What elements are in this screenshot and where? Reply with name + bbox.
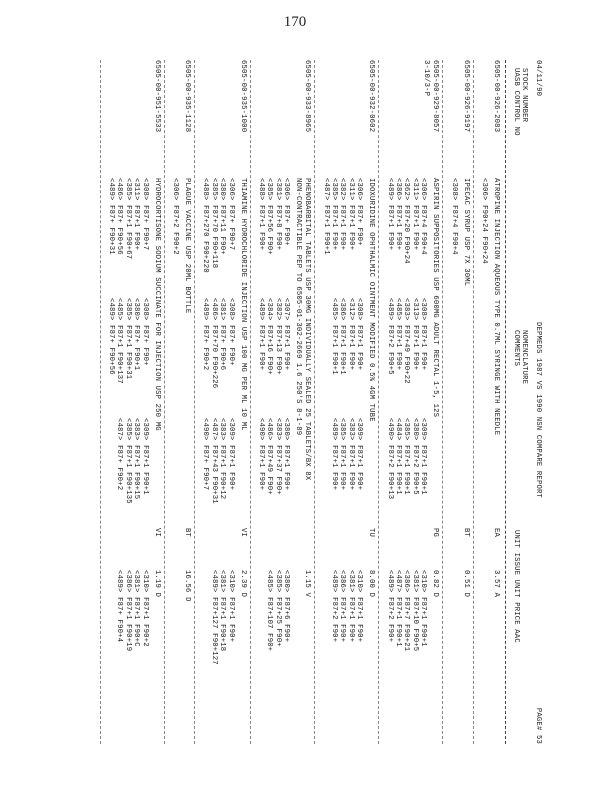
entry-separator [442,60,443,744]
quantity-line: <384> F87+16 F90+ [265,298,274,375]
unit-of-issue: VI [238,528,247,538]
quantity-line: <486> F87+49 F90+ [265,418,274,495]
quantity-line: <488> F87+1 F90+ [256,178,265,251]
unit-of-issue: BT [183,528,191,538]
quantity-line: <380> F87+2 F90+5 [410,418,419,495]
quantity-columns [321,178,363,538]
column-header-unit: UNIT ISSUE UNIT PRICE AAC [512,530,520,643]
unit-price: 16.56 D [183,570,191,602]
quantity-line: <490> F87+2 F90+13 [385,418,394,500]
quantity-line: <309> F87+1 F90+1 [140,418,149,495]
quantity-line: <309> F87+1 F90+ [355,418,364,491]
quantity-line: <485> F87+1 F90+137 [115,298,124,384]
quantity-line: <306> F87+4 F90+4 [419,178,428,255]
report-title: DEPMEDS 1987 VS 1990 NSN COMPARE REPORT [534,321,542,498]
quantity-line: <485> F87+107 F90+ [265,570,274,652]
quantity-line: <310> F87+1 F90+1 [419,570,428,647]
entry-separator [194,60,195,744]
unit-of-issue: VI [152,528,161,538]
quantity-line: <308> F87+ F90+ [140,298,149,366]
quantity-line: <385> F87+1 F90+31 [123,298,132,380]
quantity-column [449,298,457,418]
quantity-line: <385> F87+1 F90+1 [402,418,411,495]
quantity-line: <386> F87+7 F90+21 [402,570,411,652]
quantity-line: <489> F87+1 F90+ [329,418,338,491]
unit-price: 3.57 A [492,570,500,598]
entry-separator [100,60,101,744]
unit-price: 1.19 D [152,570,161,598]
quantity-line: <383> F87+37 F90+ [273,418,282,495]
stock-number: 6505-00-935-1000 [238,60,247,133]
quantity-line: <485> F87+1 F90+1 [329,298,338,375]
quantity-line: <311> F87+1 F90+ [346,178,355,251]
unit-of-issue: BT [461,528,470,538]
nomenclature: PHENOBARBITAL TABLETS USP 30MG INDIVIDUALLY SEALED 25 TABLETS/BX 8X [303,178,312,481]
quantity-line: <487> F87+43 F90+31 [209,418,218,504]
quantity-column [257,298,291,418]
entry-separator [378,60,379,744]
quantity-column [480,298,488,418]
unit-price: 8.00 D [367,570,376,598]
quantity-line: <381> F87+1 F90+ [346,570,355,643]
quantity-line: <381> F87+8 F90+ [273,178,282,251]
quantity-line: <380> F87+1 F90+ [282,418,291,491]
quantity-line: <310> F87+1 F90+ [355,570,364,643]
quantity-line: <381> F87+1 F90+18 [218,570,227,652]
quantity-line: <310> F87+1 F90+2 [140,570,149,647]
column-header-stock: STOCK NUMBER [520,68,528,123]
quantity-column [171,418,179,538]
quantity-columns [257,178,291,538]
quantity-line: <385> F87+1 F90+67 [123,178,132,260]
quantity-column [385,418,427,538]
quantity-line: <306> F87+ F90+ [355,178,364,246]
quantity-line: <383> F87+1 F90+ [346,418,355,491]
quantity-line: <380> F87+11 F90+ [218,178,227,255]
quantity-line: <383> F87+1 F90+15 [132,418,141,500]
quantity-line: <489> F87+2 F90+ [329,570,338,643]
quantity-line: <489> F87+1 F90+ [385,178,394,251]
quantity-column [107,418,149,538]
quantity-columns [385,178,427,538]
quantity-column [385,178,427,298]
quantity-column [201,298,235,418]
quantity-line: <490> F87+1 F90+ [256,418,265,491]
nomenclature: PLAGUE VACCINE USP 20ML BOTTLE [183,178,191,314]
entry-separator [473,60,474,744]
quantity-line: <308> F87+4 F90+4 [449,178,458,255]
quantity-columns [480,178,488,538]
quantity-line: <484> F87+1 F90+1 [393,418,402,495]
quantity-column-right [115,570,149,651]
entry-separator [314,60,315,744]
quantity-line: <311> F87+1 F90+ [410,178,419,251]
quantity-line: <486> F87+ F90+56 [115,178,124,255]
quantity-line: <489> F87+1 F90+ [256,298,265,371]
quantity-column [171,298,179,418]
quantity-line: <385> F87+70 F90+118 [209,178,218,269]
quantity-line: <382> F87+1 F90+ [338,178,347,251]
stock-number: 6505-00-935-1128 [183,60,191,133]
unit-of-issue: EA [492,528,500,538]
header-rule [505,60,506,744]
quantity-line: <385> F87+1 F90+ [338,418,347,491]
quantity-line: <386> F87+1 F90+ [338,570,347,643]
quantity-line: <489> F87+ F90+31 [106,178,115,255]
stock-number: 6505-00-932-0602 [367,60,376,133]
quantity-line: <381> F87+ F90+6 [218,298,227,371]
nomenclature: IPECAC SYRUP USP 7X 30ML [461,178,470,287]
quantity-line: <313> F87+1 F90+ [410,298,419,371]
quantity-columns [449,178,457,538]
quantity-line: <386> F87+1 F90+19 [123,570,132,652]
quantity-line: <385> F87+1 F90+135 [123,418,132,504]
quantity-line: <362> F87+20 F90+24 [402,178,411,264]
quantity-line: <306> F90+24 F90+24 [480,178,488,264]
unit-of-issue: TU [367,528,376,538]
quantity-line: <383> F87+1 F90+12 [218,418,227,500]
quantity-line: <489> F87+2 F90+5 [385,298,394,375]
quantity-column [385,298,427,418]
quantity-column [321,298,363,418]
report-date: 04/11/90 [534,60,542,97]
report-page-label: PAGE# 53 [534,707,542,744]
quantity-columns [201,178,235,538]
report-header [508,60,542,744]
quantity-line: <381> F87+1 F90+C [132,570,141,647]
quantity-line: <489> F87+ F90+4 [115,570,124,643]
quantity-columns [107,178,149,538]
stock-number: 6505-00-951-5533 [152,60,161,133]
stock-number: 6505-00-926-2083 [492,60,500,133]
quantity-column [449,418,457,538]
quantity-line: <306> F87+ F90+7 [226,178,235,251]
quantity-line: <487> F87+ F90+2 [115,418,124,491]
quantity-line: <383> F87+49 F90+22 [402,298,411,384]
quantity-line: <381> F87+10 F90+5 [410,570,419,652]
comment: NON-CONTRACTIBLE PEP TO 6505-01-302-2669 1.6 250'S 8-1-89 [294,178,303,436]
quantity-column [321,418,363,538]
entry-separator [250,60,251,744]
quantity-line: <310> F87+1 F90+ [226,570,235,643]
quantity-column-right [330,570,364,642]
quantity-line: <386> F87+1 F90+ [393,178,402,251]
quantity-line: <309> F87+1 F90+ [226,418,235,491]
quantity-line: <306> F87+ F90+ [282,178,291,246]
unit-price: 2.39 D [238,570,247,598]
quantity-line: <487> F87+1 F90+1 [321,178,330,255]
stock-number: 6505-00-933-8965 [303,60,312,133]
quantity-column [257,178,291,298]
control-number: 3-10/3-P [422,60,431,97]
column-header-control: UASB CONTROL NO [512,68,520,136]
quantity-line: <385> F87+56 F90+ [265,178,274,255]
quantity-line: <308> F87+ F90+7 [140,178,149,251]
quantity-column [201,418,235,538]
quantity-column-right [209,570,234,665]
unit-of-issue: PG [431,528,440,538]
nomenclature: ATROPINE INJECTION AQUEOUS TYPE 0.7ML SYRINGE WITH NEEDLE [492,178,500,436]
quantity-column [107,298,149,418]
quantity-line: <311> F87+1 F90+ [132,178,141,251]
quantity-column [171,178,179,298]
stock-number: 6505-00-929-8057 [431,60,440,133]
quantity-line: <380> F87+6 F90+ [282,570,291,643]
rotated-report-sheet [48,52,548,752]
quantity-line: <489> F87+127 F90+127 [209,570,218,665]
quantity-line: <487> F87+1 F90+1 [393,570,402,647]
quantity-column [257,418,291,538]
entry-separator [164,60,165,744]
quantity-line: <490> F87+ F90+7 [201,418,210,491]
report-body [48,52,548,752]
quantity-column [107,178,149,298]
unit-price: 0.51 D [461,570,470,598]
nomenclature: HYDROCORTISONE SODIUM SUCCINATE FOR INJECTION USP 250 MG [152,178,161,431]
quantity-line: <386> F87+1 F90+1 [338,298,347,375]
quantity-line: <308> F87+1 F90+ [355,298,364,371]
unit-price: 0.82 D [431,570,440,598]
page-number: 170 [283,14,307,30]
quantity-line: <307> F87+1 F90+ [282,298,291,371]
quantity-line: <312> F87+1 F90+ [346,298,355,371]
column-header-nomenclature: NOMENCLATURE [520,330,528,385]
stock-number: 6505-00-926-9197 [461,60,470,133]
nomenclature: IDOXURIDINE OPHTHALMIC OINTMENT MODIFIED 0.5% 4GM TUBE [367,178,376,422]
quantity-line: <382> F87+13 F90+ [273,298,282,375]
unit-price: 1.15 V [303,570,312,598]
quantity-column [480,418,488,538]
quantity-column-right [385,570,427,651]
nomenclature: ASPIRIN SUPPOSITORIES USP 600MG ADULT RECTAL 1-5, 12S [431,178,440,418]
quantity-line: <489> F87+ F90+2 [201,298,210,371]
quantity-columns [171,178,179,538]
quantity-column-right [265,570,290,651]
quantity-line: <385> F87+1 F90+ [329,178,338,251]
column-header-comments: COMMENTS [512,330,520,367]
quantity-line: <385> F87+25 F90+ [273,570,282,647]
quantity-line: <306> F87+2 F90+2 [171,178,179,255]
quantity-column [480,178,488,298]
quantity-line: <489> F87+ F90+56 [106,298,115,375]
quantity-column [449,178,457,298]
quantity-line: <488> F87+270 F90+220 [201,178,210,273]
quantity-line: <308> F87+1 F90+ [419,298,428,371]
nomenclature: THIAMINE HYDROCHLORIDE INJECTION USP 100 MG PER ML 10 ML [238,178,247,431]
quantity-line: <309> F87+1 F90+1 [419,418,428,495]
quantity-line: <489> F87+2 F90+ [385,570,394,643]
quantity-column [321,178,363,298]
quantity-line: <485> F87+1 F90+ [393,298,402,371]
quantity-line: <380> F87+ F90+1 [132,298,141,371]
quantity-line: <486> F87+70 F90+226 [209,298,218,389]
quantity-line: <308> F87+ F90+ [226,298,235,366]
quantity-column [201,178,235,298]
